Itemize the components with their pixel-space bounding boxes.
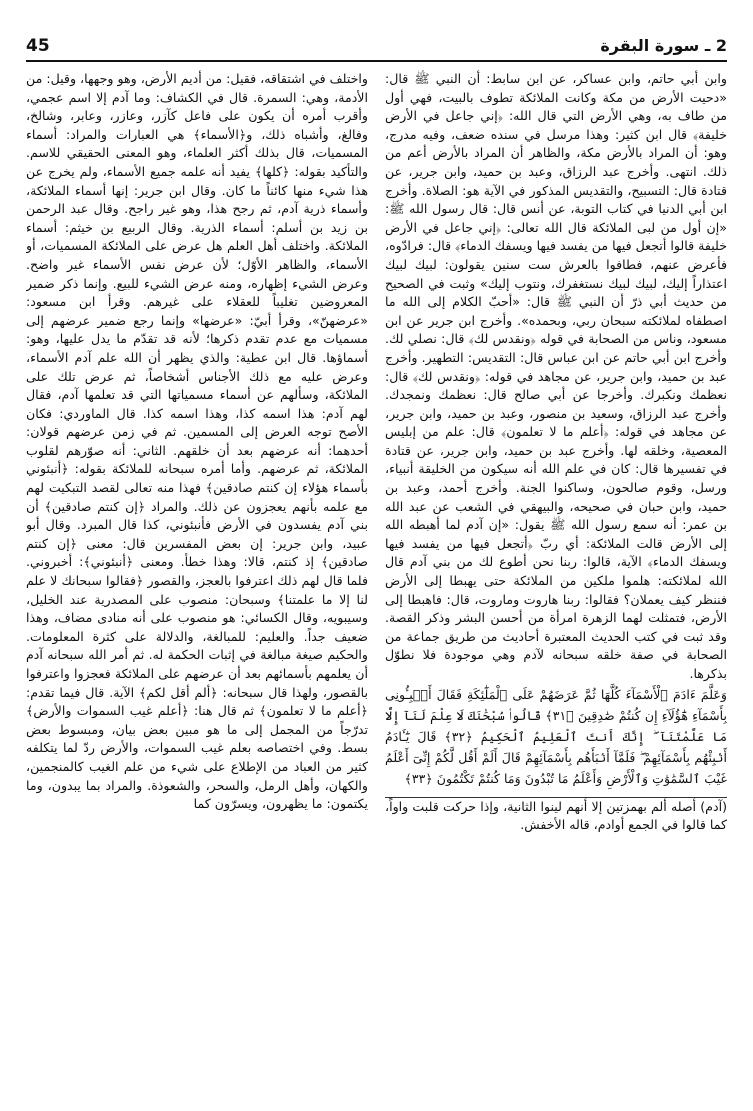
left-column-paragraph: واختلف في اشتقاقه، فقيل: من أديم الأرض، وهو وجهها، وقيل: من الأدمة، وهي: السمرة. قال في الكشاف: وما آدم إلا اسم عجمي، وأقرب أمره أن يكون على فاعل كآزر، وعازر، وعابر، وشالخ، وفالغ، وأشباه ذلك، و﴿الأسماء﴾ هي العبارات والمراد: أسماء المسميات، قال بذلك أكثر العلماء، وهو المعنى الحقيقي للاسم. والتأكيد بقوله: ﴿كلها﴾ يفيد أنه علمه جميع الأسماء، ولم يخرج عن هذا شيء منها كائناً ما كان. وقال ابن جرير: إنها أسماء الملائكة، وأسماء ذرية آدم، ثم رجح هذا، وهو غير راجح. وقال عبد الرحمن بن زيد بن أسلم: أسماء الذرية. وقال الربيع بن خيثم: أسماء الملائكة. واختلف أهل العلم هل عرض على الملائكة المسميات، أو الأسماء، والظاهر الأوّل؛ لأن عرض نفس الأسماء غير واضح. وعرض الشيء إظهاره، ومنه عرض الشيء للبيع. وإنما ذكر ضمير المعروضين تغليباً للعقلاء على غيرهم. وقرأ ابن مسعود: «عرضهنّ»، وقرأ أبيّ: «عرضها» وإنما رجع ضمير عرضهم إلى مسميات مع عدم تقدم ذكرها؛ لأنه قد تقدّم ما يدل عليها، وهو: أسماؤها. قال ابن عطية: والذي يظهر أن الله علم آدم الأسماء، وعرض عليه مع ذلك الأجناس أشخاصاً، ثم عرض تلك على الملائكة، وسألهم عن أسماء مسمياتها التي قد تعلمها آدم، فقال لهم آدم: هذا اسمه كذا، وهذا اسمه كذا. قال الماوردي: فكان الأصح توجه العرض إلى المسمين. ثم في زمن عرضهم قولان: أحدهما: أنه عرضهم بعد أن خلقهم. الثاني: أنه صوّرهم لقلوب الملائكة، ثم عرضهم. وأما أمره سبحانه للملائكة بقوله: ﴿أنبئوني بأسماء هؤلاء إن كنتم صادقين﴾ فهذا منه تعالى لقصد التبكيت لهم مع علمه بأنهم يعجزون عن ذلك. والمراد ﴿إن كنتم صادقين﴾ أن بني آدم يفسدون في الأرض فأنبئوني، كذا قال المبرد. وقال أبو عبيد، وابن جرير: إن بعض المفسرين قال: معنى ﴿إن كنتم صادقين﴾ إذ كنتم، قالا: وهذا خطأ. ومعنى ﴿أنبئوني﴾: أخبروني. فلما قال لهم ذلك اعترفوا بالعجز، والقصور ﴿فقالوا سبحانك لا علم لنا إلا ما علمتنا﴾ وسبحان: منصوب على المصدرية عند الخليل، وسيبويه، وقال الكسائي: هو منصوب على أنه منادى مضاف، وهذا ضعيف جداً. والعليم: للمبالغة، والدلالة على كثرة المعلومات. والحكيم صيغة مبالغة في إثبات الحكمة له. ثم أمر الله سبحانه آدم أن يعلمهم بأسمائهم بعد أن عرضهم على الملائكة فعجزوا واعترفوا بالقصور، ولهذا قال سبحانه: ﴿ألم أقل لكم﴾ الآية. قال فيما تقدم: ﴿أعلم ما لا تعلمون﴾ ثم قال هنا: ﴿أعلم غيب السموات والأرض﴾ تدرّجاً من المجمل إلى ما هو مبين بعض بيان، ومبسوط بعض بسط. وفي اختصاصه بعلم غيب السموات، والأرض ردّ لما يتكلفه كثير من العباد من الإطلاع على شيء من علم الغيب كالمنجمين، والكهان، وأهل الرمل، والسحر، والشعوذة. والمراد بما يبدون، وما يكتمون: ما يظهرون، ويسرّون كما (26, 71, 368, 812)
left-column (26, 70, 368, 1090)
note-paragraph: (آدم) أصله ألم بهمزتين إلا أنهم لينوا الثانية، وإذا حركت قلبت واواً، كما قالوا في الجمع أوادم، قاله الأخفش. (385, 798, 727, 833)
surah-title: 2 ـ سورة البقرة (600, 36, 727, 55)
right-column-paragraph: وابن أبي حاتم، وابن عساكر، عن ابن سابط: أن النبي ﷺ قال: «دحيت الأرض من مكة وكانت الملائكة تطوف بالبيت، فهي أول من طاف به، وهي الأرض التي قال الله: ﴿إني جاعل في الأرض خليفة﴾ قال ابن كثير: وهذا مرسل في سنده ضعف، وفيه مدرج، وهو: أن المراد بالأرض مكة، والظاهر أن المراد بالأرض أعم من ذلك. انتهى. وأخرج عبد الرزاق، وعبد بن حميد، وابن جرير، عن قتادة قال: التسبيح، والتقديس المذكور في الآية هو: الصلاة. وأخرج ابن أبي الدنيا في كتاب التوبة، عن أنس قال: قال رسول الله ﷺ: «إن أول من لبى الملائكة قال الله تعالى: ﴿إني جاعل في الأرض خليفة قالوا أتجعل فيها من يفسد فيها ويسفك الدماء﴾ قال: فرادّوه، فأعرض عنهم، فطافوا بالعرش ست سنين يقولون: لبيك لبيك اعتذاراً إليك، لبيك لبيك نستغفرك، ونتوب إليك» وثبت في الصحيح من حديث أبي ذرّ أن النبي ﷺ قال: «أحبّ الكلام إلى الله ما اصطفاه لملائكته سبحان ربي، وبحمده». وأخرج ابن جرير عن ابن مسعود، وناس من الصحابة في قوله ﴿ونقدس لك﴾ قال: نصلي لك. وأخرج ابن أبي حاتم عن ابن عباس قال: التقديس: التطهير. وأخرج عبد بن حميد، وابن جرير، عن مجاهد في قوله: ﴿ونقدس لك﴾ قال: نعظمك ونكبرك. وأخرجا عن أبي صالح قال: نعظمك ونمجدك. وأخرج عبد الرزاق، وسعيد بن منصور، وعبد بن حميد، وابن جرير، عن مجاهد في قوله: ﴿أعلم ما لا تعلمون﴾ قال: علم من إبليس المعصية، وخلقه لها. وأخرج عبد بن حميد، وابن جرير، عن قتادة في تفسيرها قال: كان في علم الله أنه سيكون من الخليقة أنبياء، ورسل، وقوم صالحون، وساكنوا الجنة. وأخرج أحمد، وعبد بن حميد، وابن حبان في صحيحه، والبيهقي في الشعب عن عبد الله بن عمر: أنه سمع رسول الله ﷺ يقول: «إن آدم لما أهبطه الله إلى الأرض قالت الملائكة: أي ربّ ﴿أتجعل فيها من يفسد فيها ويسفك الدماء﴾ الآية، قالوا: ربنا نحن أطوع لك من بني آدم قال الله لملائكته: هلموا ملكين من الملائكة حتى يهبطا إلى الأرض فننظر كيف يعملان؟ فقالوا: ربنا هاروت وماروت، قال: فاهبطا إلى الأرض، فتمثلت لهما الزهرة امرأة من أحسن البشر وذكر القصة. وقد ثبت في كتب الحديث المعتبرة أحاديث من طريق جماعة من الصحابة في صفة خلقه سبحانه لآدم وهي موجودة فلا نطوّل بذكرها. (385, 71, 727, 681)
quran-verse: وَعَلَّمَ ءَادَمَ ٱلْأَسْمَآءَ كُلَّهَا ثُمَّ عَرَضَهُمْ عَلَى ٱلْمَلَٰٓئِكَةِ فَقَالَ أَنۢبِـُٔونِى بِأَسْمَآءِ هَٰٓؤُلَآءِ إِن كُنتُمْ صَٰدِقِينَ ﴿٣١﴾ قَالُوا۟ سُبْحَٰنَكَ لَا عِلْمَ لَنَآ إِلَّا مَا عَلَّمْتَنَآ ۖ إِنَّكَ أَنتَ ٱلْعَلِيمُ ٱلْحَكِيمُ ﴿٣٢﴾ قَالَ يَٰٓـَٔادَمُ أَنۢبِئْهُم بِأَسْمَآئِهِمْ ۖ فَلَمَّآ أَنۢبَأَهُم بِأَسْمَآئِهِمْ قَالَ أَلَمْ أَقُل لَّكُمْ إِنِّىٓ أَعْلَمُ غَيْبَ ٱلسَّمَٰوَٰتِ وَٱلْأَرْضِ وَأَعْلَمُ مَا تُبْدُونَ وَمَا كُنتُمْ تَكْتُمُونَ ﴿٣٣﴾ (385, 684, 727, 798)
right-column (385, 70, 727, 1090)
page-header (26, 34, 727, 58)
header-rule (26, 60, 727, 62)
page-number: 45 (26, 36, 50, 56)
